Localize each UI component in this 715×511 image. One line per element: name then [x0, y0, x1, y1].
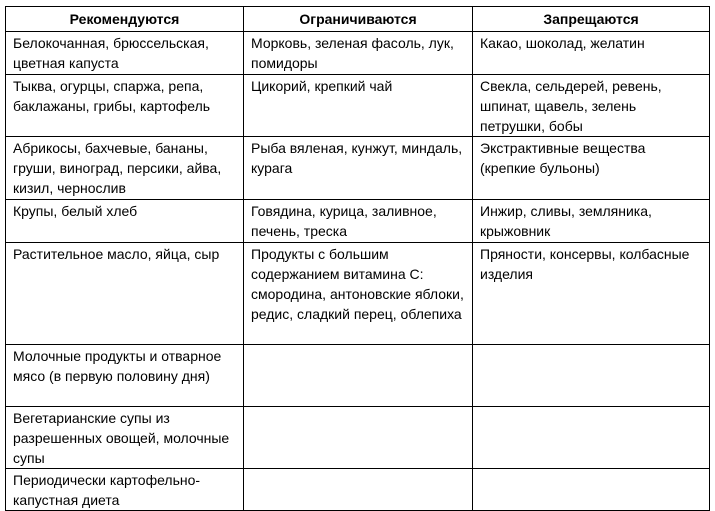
table-row — [6, 200, 710, 243]
cell-forbidden: Экстрактивные вещества (крепкие бульоны) — [473, 137, 710, 200]
table-row — [6, 345, 710, 407]
cell-forbidden: Свекла, сельдерей, ревень, шпинат, щавель, зелень петрушки, бобы — [473, 75, 710, 137]
table-row — [6, 407, 710, 469]
cell-recommended: Растительное масло, яйца, сыр — [6, 243, 244, 345]
cell-recommended: Тыква, огурцы, спаржа, репа, баклажаны, грибы, картофель — [6, 75, 244, 137]
cell-limited: Рыба вяленая, кунжут, миндаль, курага — [244, 137, 473, 200]
cell-forbidden — [473, 407, 710, 469]
cell-recommended: Белокочанная, брюссельская, цветная капуста — [6, 32, 244, 75]
header-limited: Ограничиваются — [244, 7, 473, 32]
table-row — [6, 243, 710, 345]
header-row — [6, 7, 710, 32]
cell-limited: Цикорий, крепкий чай — [244, 75, 473, 137]
cell-limited — [244, 469, 473, 511]
header-forbidden: Запрещаются — [473, 7, 710, 32]
cell-forbidden: Какао, шоколад, желатин — [473, 32, 710, 75]
cell-recommended: Крупы, белый хлеб — [6, 200, 244, 243]
document-page — [5, 6, 710, 511]
cell-limited: Продукты с большим содержанием витамина С: смородина, антоновские яблоки, редис, сладкий перец, облепиха — [244, 243, 473, 345]
cell-forbidden — [473, 345, 710, 407]
cell-recommended: Абрикосы, бахчевые, бананы, груши, виноград, персики, айва, кизил, чернослив — [6, 137, 244, 200]
cell-limited — [244, 345, 473, 407]
cell-forbidden: Пряности, консервы, колбасные изделия — [473, 243, 710, 345]
cell-limited: Говядина, курица, заливное, печень, треска — [244, 200, 473, 243]
cell-recommended: Периодически картофельно-капустная диета — [6, 469, 244, 511]
table-row — [6, 32, 710, 75]
cell-recommended: Молочные продукты и отварное мясо (в первую половину дня) — [6, 345, 244, 407]
cell-limited — [244, 407, 473, 469]
header-recommended: Рекомендуются — [6, 7, 244, 32]
table-row — [6, 75, 710, 137]
cell-forbidden — [473, 469, 710, 511]
table-row — [6, 469, 710, 511]
cell-limited: Морковь, зеленая фасоль, лук, помидоры — [244, 32, 473, 75]
table-row — [6, 137, 710, 200]
cell-forbidden: Инжир, сливы, земляника, крыжовник — [473, 200, 710, 243]
cell-recommended: Вегетарианские супы из разрешенных овощей, молочные супы — [6, 407, 244, 469]
food-table — [5, 6, 710, 511]
